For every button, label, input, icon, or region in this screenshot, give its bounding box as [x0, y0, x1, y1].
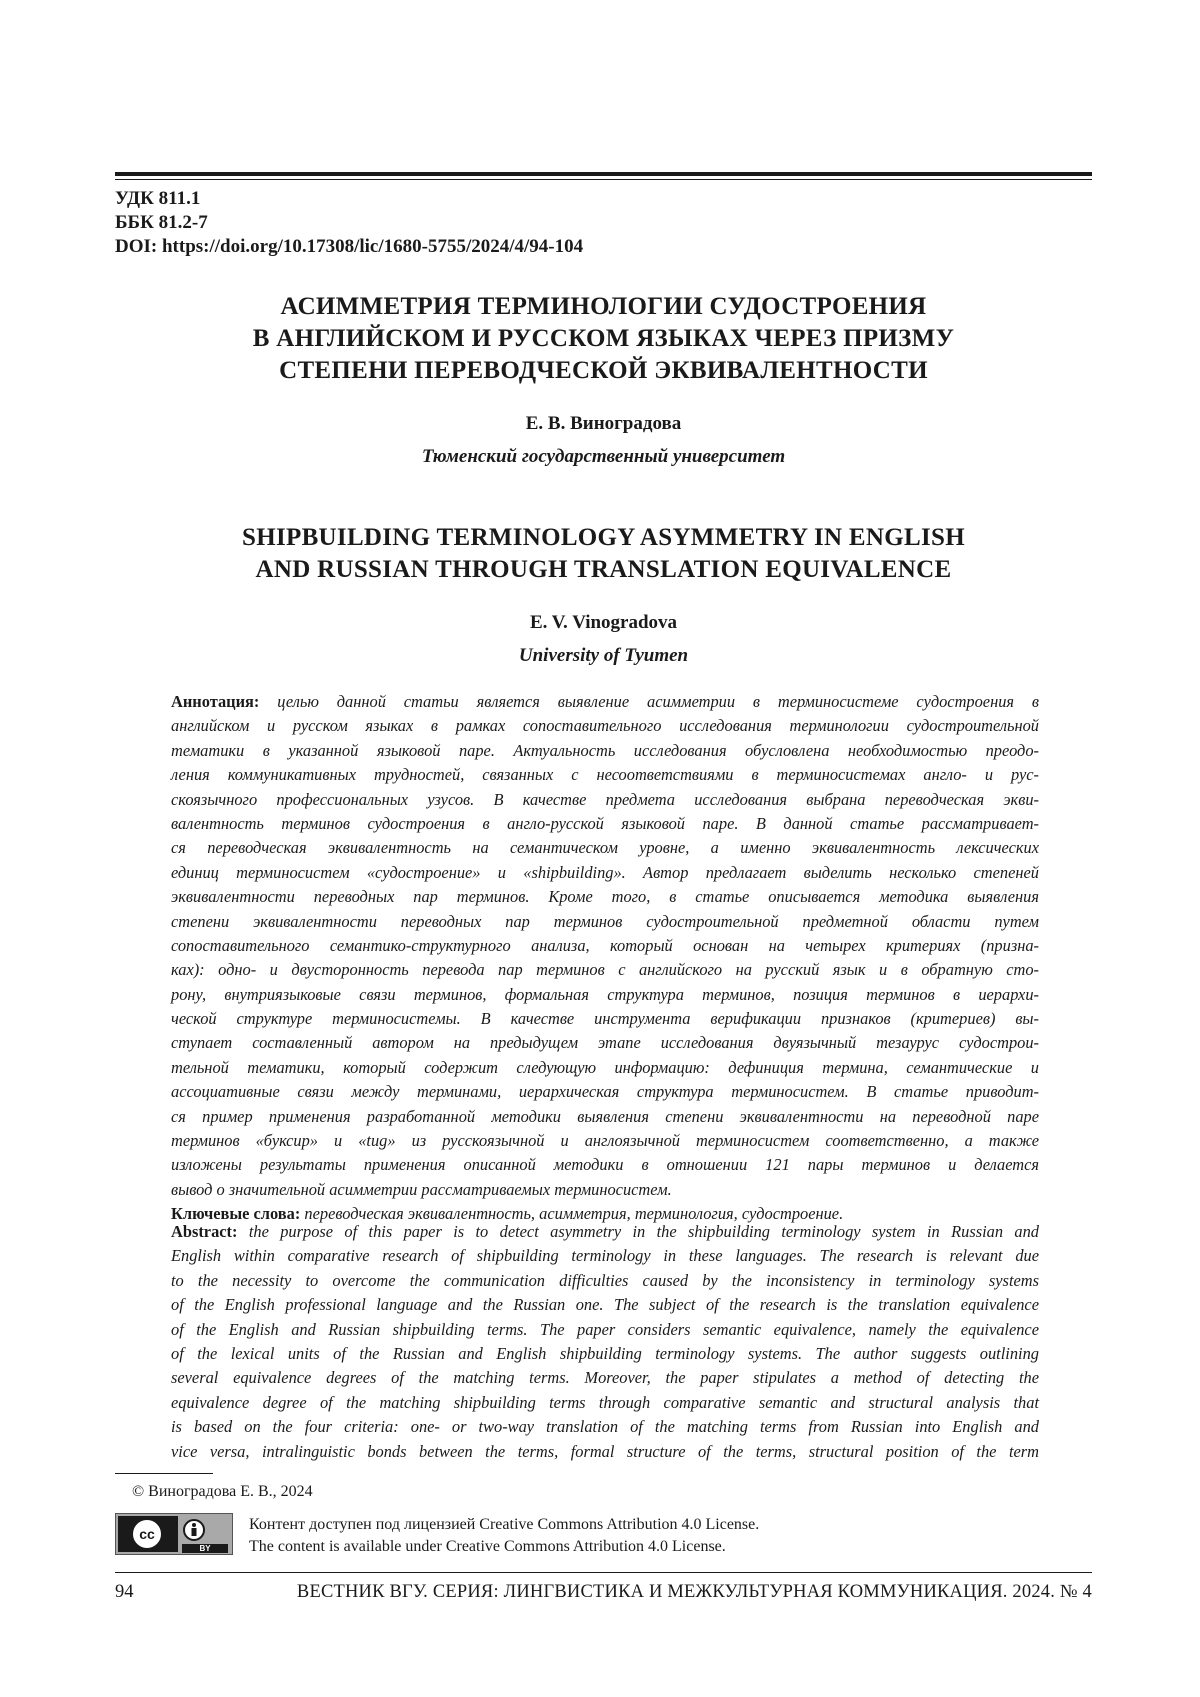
header-rule-thick: [115, 172, 1092, 176]
abstract-line: ках): одно- и двусторонность перевода пар терминов с английского на русский язык и в обратную сто-: [171, 958, 1039, 982]
abstract-line: ассоциативные связи между терминами, иерархическая структура терминосистем. В статье приводит-: [171, 1080, 1039, 1104]
title-russian: [115, 291, 1092, 387]
abstract-line: ступает составленный автором на предыдущем этапе исследования двуязычный тезаурус судострои-: [171, 1031, 1039, 1055]
keywords: переводческая эквивалентность, асимметрия, терминология, судостроение.: [304, 1204, 843, 1223]
license-english: The content is available under Creative Commons Attribution 4.0 License.: [249, 1536, 759, 1558]
copyright-notice: © Виноградова Е. В., 2024: [132, 1483, 313, 1501]
license-text: [249, 1514, 759, 1558]
bbk-code: ББК 81.2-7: [115, 211, 583, 235]
footer-rule: [115, 1572, 1092, 1573]
title-line: AND RUSSIAN THROUGH TRANSLATION EQUIVALENCE: [115, 554, 1092, 586]
abstract-line: vice versa, intralinguistic bonds between the terms, formal structure of the terms, structural position of the term: [171, 1440, 1039, 1464]
svg-text:cc: cc: [139, 1526, 155, 1542]
abstract-english: [171, 1220, 1039, 1464]
abstract-line: рону, внутриязыковые связи терминов, формальная структура терминов, позиция терминов в иерархи-: [171, 983, 1039, 1007]
abstract-line: тельной тематики, который содержит следующую информацию: дефиниция термина, семантические и: [171, 1056, 1039, 1080]
abstract-line: several equivalence degrees of the matching terms. Moreover, the paper stipulates a method of detecting the: [171, 1366, 1039, 1390]
license-russian: Контент доступен под лицензией Creative Commons Attribution 4.0 License.: [249, 1514, 759, 1536]
page-number: 94: [115, 1582, 134, 1603]
classification-codes: [115, 187, 583, 259]
abstract-line: ся пример применения разработанной методики выявления степени эквивалентности на переводной паре: [171, 1105, 1039, 1129]
abstract-line: ления коммуникативных трудностей, связанных с несоответствиями в терминосистемах англо- и рус-: [171, 763, 1039, 787]
abstract-line: Аннотация: целью данной статьи является выявление асимметрии в терминосистеме судостроения в: [171, 690, 1039, 714]
header-rule-thin: [115, 179, 1092, 180]
abstract-label: Abstract:: [171, 1222, 237, 1241]
abstract-line: степени эквивалентности переводных пар терминов судостроительной предметной области путем: [171, 910, 1039, 934]
abstract-line: Abstract: the purpose of this paper is to detect asymmetry in the shipbuilding terminology system in Russian and: [171, 1220, 1039, 1244]
abstract-line: эквивалентности переводных пар терминов. Кроме того, в статье описывается методика выявления: [171, 885, 1039, 909]
udc-code: УДК 811.1: [115, 187, 583, 211]
journal-page: [115, 0, 1092, 1697]
abstract-line: скоязычного профессиональных узусов. В качестве предмета исследования выбрана переводческая экви-: [171, 788, 1039, 812]
abstract-line: единиц терминосистем «судостроение» и «shipbuilding». Автор предлагает выделить несколько степеней: [171, 861, 1039, 885]
abstract-line: тематики в указанной языковой паре. Актуальность исследования обусловлена необходимостью преодо-: [171, 739, 1039, 763]
abstract-line: of the lexical units of the Russian and English shipbuilding terminology systems. The author suggests outlining: [171, 1342, 1039, 1366]
affiliation-english: University of Tyumen: [115, 645, 1092, 667]
affiliation-russian: Тюменский государственный университет: [115, 446, 1092, 468]
keywords-label: Ключевые слова:: [171, 1204, 300, 1223]
abstract-line: of the English professional language and the Russian one. The subject of the research is the translation equivalence: [171, 1293, 1039, 1317]
cc-by-label: BY: [182, 1544, 228, 1553]
abstract-line: equivalence degree of the matching shipbuilding terms through comparative semantic and structural analysis that: [171, 1391, 1039, 1415]
abstract-line: изложены результаты применения описанной методики в отношении 121 пары терминов и делается: [171, 1153, 1039, 1177]
title-line: АСИММЕТРИЯ ТЕРМИНОЛОГИИ СУДОСТРОЕНИЯ: [115, 291, 1092, 323]
abstract-line: to the necessity to overcome the communication difficulties caused by the inconsistency in terminology systems: [171, 1269, 1039, 1293]
abstract-line: is based on the four criteria: one- or two-way translation of the matching terms from Russian into English and: [171, 1415, 1039, 1439]
abstract-line: ческой структуре терминосистемы. В качестве инструмента верификации признаков (критериев) вы-: [171, 1007, 1039, 1031]
abstract-line: English within comparative research of shipbuilding terminology in these languages. The research is relevant due: [171, 1244, 1039, 1268]
doi-link[interactable]: DOI: https://doi.org/10.17308/lic/1680-5755/2024/4/94-104: [115, 235, 583, 259]
author-english: E. V. Vinogradova: [115, 612, 1092, 634]
abstract-line: терминов «буксир» и «tug» из русскоязычной и англоязычной терминосистем соответственно, а также: [171, 1129, 1039, 1153]
author-russian: Е. В. Виноградова: [115, 413, 1092, 435]
abstract-line: сопоставительного семантико-структурного анализа, который основан на четырех критериях (призна-: [171, 934, 1039, 958]
abstract-line: английском и русском языках в рамках сопоставительного исследования терминологии судостроительной: [171, 714, 1039, 738]
footnote-rule: [115, 1473, 213, 1474]
abstract-label: Аннотация:: [171, 692, 259, 711]
journal-running-title: ВЕСТНИК ВГУ. СЕРИЯ: ЛИНГВИСТИКА И МЕЖКУЛЬТУРНАЯ КОММУНИКАЦИЯ. 2024. № 4: [297, 1582, 1092, 1603]
title-english: [115, 522, 1092, 586]
abstract-line: of the English and Russian shipbuilding terms. The paper considers semantic equivalence, namely the equivalence: [171, 1318, 1039, 1342]
cc-by-license-icon[interactable]: [115, 1513, 233, 1555]
title-line: В АНГЛИЙСКОМ И РУССКОМ ЯЗЫКАХ ЧЕРЕЗ ПРИЗМУ: [115, 323, 1092, 355]
title-line: СТЕПЕНИ ПЕРЕВОДЧЕСКОЙ ЭКВИВАЛЕНТНОСТИ: [115, 355, 1092, 387]
title-line: SHIPBUILDING TERMINOLOGY ASYMMETRY IN ENGLISH: [115, 522, 1092, 554]
abstract-russian: [171, 690, 1039, 1227]
abstract-line: вывод о значительной асимметрии рассматриваемых терминосистем.: [171, 1178, 1039, 1202]
abstract-line: валентность терминов судостроения в англо-русской языковой паре. В данной статье рассматривает-: [171, 812, 1039, 836]
abstract-line: ся переводческая эквивалентность на семантическом уровне, а именно эквивалентность лексических: [171, 836, 1039, 860]
